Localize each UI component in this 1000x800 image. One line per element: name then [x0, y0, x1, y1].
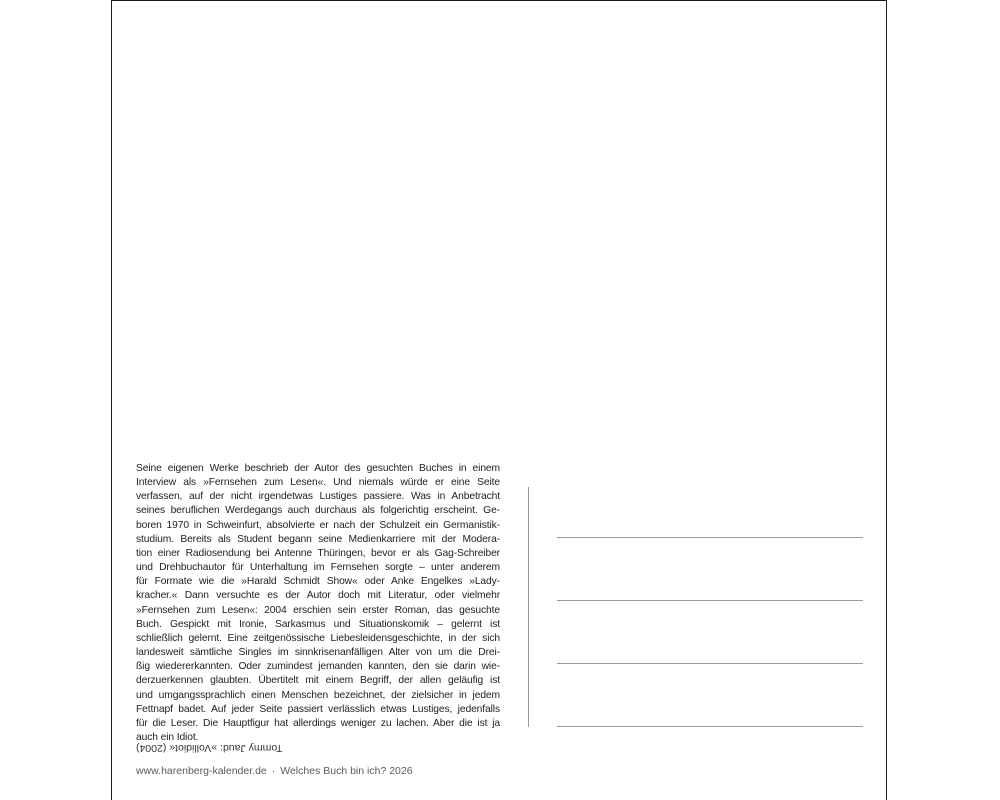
text-line: derzuerkennen glaubten. Übertitelt mit einem Begriff, der allen geläufig ist [136, 675, 500, 687]
vertical-divider [528, 487, 529, 727]
answer-line-3 [557, 663, 863, 664]
quiz-text [136, 462, 500, 745]
footer-separator: · [271, 765, 276, 777]
answer-line-1 [557, 537, 863, 538]
text-line: für Formate wie die »Harald Schmidt Show« oder Anke Engelkes »Lady- [136, 576, 500, 588]
text-line: für die Leser. Die Hauptfigur hat allerdings weniger zu lachen. Aber die ist ja [136, 717, 500, 729]
text-line: und Drehbuchautor für Unterhaltung im Fernsehen sorgte – unter anderem [136, 562, 500, 574]
text-line: auch ein Idiot. [136, 731, 199, 743]
text-line: ßig wiedererkannten. Oder zumindest jemanden kannten, den sie darin wie- [136, 661, 500, 673]
answer-line-2 [557, 600, 863, 601]
text-line: verfassen, auf der nicht irgendetwas Lustiges passiere. Was in Anbetracht [136, 491, 500, 503]
text-line: studium. Bereits als Student begann seine Medienkarriere mit der Modera- [136, 533, 500, 545]
text-line: seines beruflichen Werdegangs auch durchaus als folgerichtig erscheint. Ge- [136, 505, 500, 517]
text-line: tion einer Radiosendung bei Antenne Thüringen, bevor er als Gag-Schreiber [136, 547, 500, 559]
answer-line-4 [557, 726, 863, 727]
text-line: »Fernsehen zum Lesen«: 2004 erschien sein erster Roman, das gesuchte [136, 604, 500, 616]
text-line: Fettnapf badet. Auf jeder Seite passiert verlässlich etwas Lustiges, jedenfalls [136, 703, 500, 715]
text-line: boren 1970 in Schweinfurt, absolvierte er nach der Schulzeit ein Germanistik- [136, 519, 500, 531]
text-line: kracher.« Dann versuchte es der Autor doch mit Literatur, oder vielmehr [136, 590, 500, 602]
text-line: Interview als »Fernsehen zum Lesen«. Und niemals würde er eine Seite [136, 477, 500, 489]
text-line: und umgangssprachlich einen Menschen bezeichnet, der zielsicher in jedem [136, 689, 500, 701]
text-line: landesweit sämtliche Singles im sinnkrisenanfälligen Alter von um die Drei- [136, 647, 500, 659]
footer [136, 765, 413, 777]
text-line: Seine eigenen Werke beschrieb der Autor des gesuchten Buches in einem [136, 463, 500, 474]
upside-down-solution: Tommy Jaud: »Vollidiot« (2004) [136, 742, 283, 754]
footer-title: Welches Buch bin ich? 2026 [280, 765, 413, 777]
text-line: Buch. Gespickt mit Ironie, Sarkasmus und Situationskomik – gelernt ist [136, 618, 500, 630]
footer-website[interactable]: www.harenberg-kalender.de [136, 765, 267, 777]
text-line: schließlich gelernt. Eine zeitgenössische Liebesleidensgeschichte, in der sich [136, 632, 500, 644]
